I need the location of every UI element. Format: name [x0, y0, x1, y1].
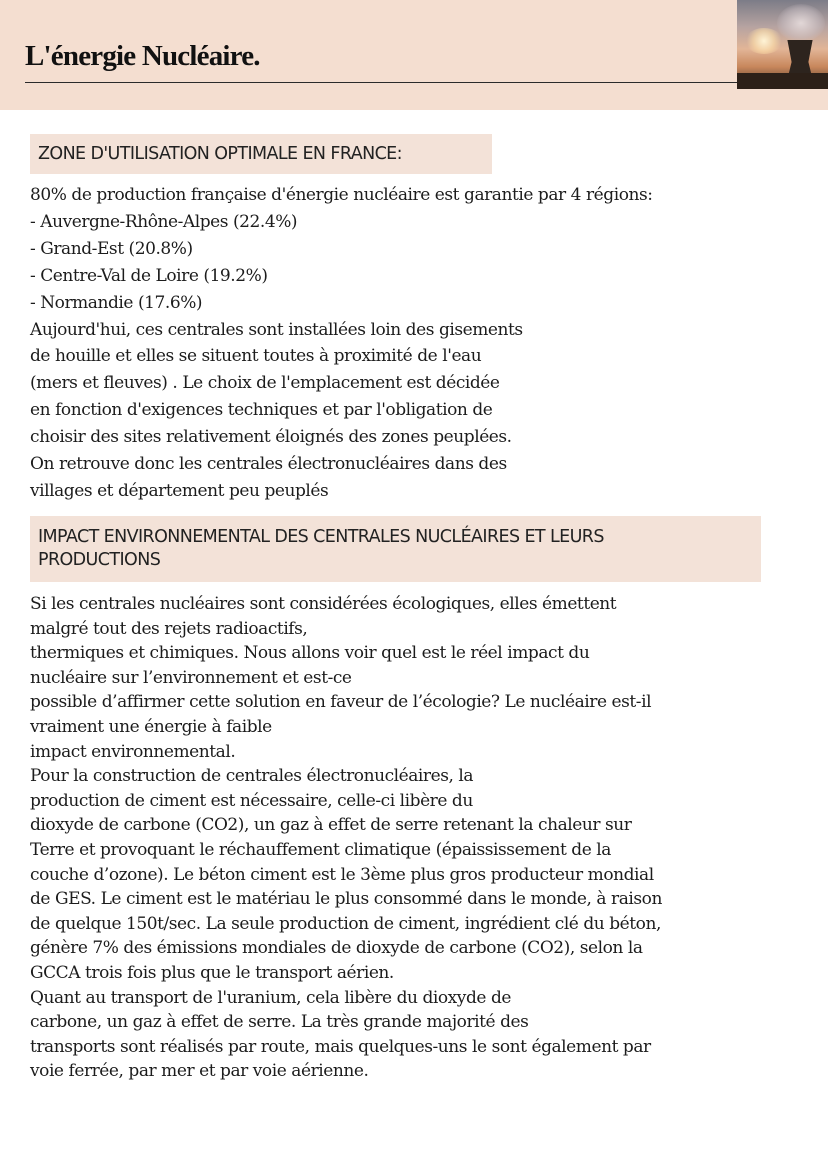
paragraph-line: de quelque 150t/sec. La seule production de ciment, ingrédient clé du béton,: [30, 913, 661, 934]
section-body-impact: [30, 592, 662, 1084]
page-header: [0, 0, 828, 110]
section-heading-text: PRODUCTIONS: [38, 550, 161, 570]
paragraph-line: transports sont réalisés par route, mais quelques-uns le sont également par: [30, 1036, 651, 1057]
paragraph-line: de houille et elles se situent toutes à proximité de l'eau: [30, 346, 482, 367]
paragraph-line: de GES. Le ciment est le matériau le plus consommé dans le monde, à raison: [30, 889, 662, 910]
paragraph-line: villages et département peu peuplés: [30, 480, 329, 501]
title-underline: [25, 82, 737, 83]
paragraph-line: (mers et fleuves) . Le choix de l'emplacement est décidée: [30, 373, 500, 394]
paragraph-line: Terre et provoquant le réchauffement climatique (épaississement de la: [30, 839, 611, 860]
list-item: - Auvergne-Rhône-Alpes (22.4%): [30, 211, 298, 232]
paragraph-line: voie ferrée, par mer et par voie aérienne.: [30, 1061, 369, 1082]
paragraph-line: malgré tout des rejets radioactifs,: [30, 618, 308, 639]
paragraph-line: 80% de production française d'énergie nucléaire est garantie par 4 régions:: [30, 185, 653, 205]
paragraph-line: couche d’ozone). Le béton ciment est le 3ème plus gros producteur mondial: [30, 864, 654, 885]
paragraph-line: production de ciment est nécessaire, celle-ci libère du: [30, 790, 473, 811]
paragraph-line: choisir des sites relativement éloignés des zones peuplées.: [30, 427, 512, 448]
sun-glow: [745, 28, 783, 54]
paragraph-line: Quant au transport de l'uranium, cela libère du dioxyde de: [30, 987, 512, 1008]
paragraph-line: dioxyde de carbone (CO2), un gaz à effet de serre retenant la chaleur sur: [30, 815, 632, 836]
section-heading-zone: [30, 134, 492, 174]
paragraph-line: génère 7% des émissions mondiales de dioxyde de carbone (CO2), selon la: [30, 938, 643, 959]
paragraph-line: impact environnemental.: [30, 741, 236, 762]
list-item: - Centre-Val de Loire (19.2%): [30, 265, 268, 286]
nuclear-plant-photo: [737, 0, 828, 89]
paragraph-line: Pour la construction de centrales électronucléaires, la: [30, 766, 474, 787]
paragraph-line: vraiment une énergie à faible: [30, 716, 272, 737]
page-title: L'énergie Nucléaire.: [25, 40, 260, 72]
paragraph-line: possible d’affirmer cette solution en faveur de l’écologie? Le nucléaire est-il: [30, 692, 652, 713]
paragraph-line: nucléaire sur l’environnement et est-ce: [30, 667, 352, 688]
paragraph-line: GCCA trois fois plus que le transport aérien.: [30, 962, 394, 983]
paragraph-line: Si les centrales nucléaires sont considérées écologiques, elles émettent: [30, 594, 617, 614]
section-heading-text: IMPACT ENVIRONNEMENTAL DES CENTRALES NUCLÉAIRES ET LEURS: [38, 527, 604, 547]
section-heading-impact: [30, 516, 761, 582]
paragraph-line: Aujourd'hui, ces centrales sont installées loin des gisements: [30, 319, 523, 340]
ground-silhouette: [737, 73, 828, 89]
list-item: - Normandie (17.6%): [30, 292, 203, 313]
paragraph-line: carbone, un gaz à effet de serre. La très grande majorité des: [30, 1012, 529, 1033]
section-body-zone: [30, 182, 653, 505]
paragraph-line: en fonction d'exigences techniques et par l'obligation de: [30, 400, 493, 421]
section-heading-text: ZONE D'UTILISATION OPTIMALE EN FRANCE:: [38, 144, 402, 164]
list-item: - Grand-Est (20.8%): [30, 238, 193, 259]
paragraph-line: thermiques et chimiques. Nous allons voir quel est le réel impact du: [30, 643, 590, 664]
steam-plume: [777, 4, 825, 42]
paragraph-line: On retrouve donc les centrales électronucléaires dans des: [30, 454, 507, 475]
